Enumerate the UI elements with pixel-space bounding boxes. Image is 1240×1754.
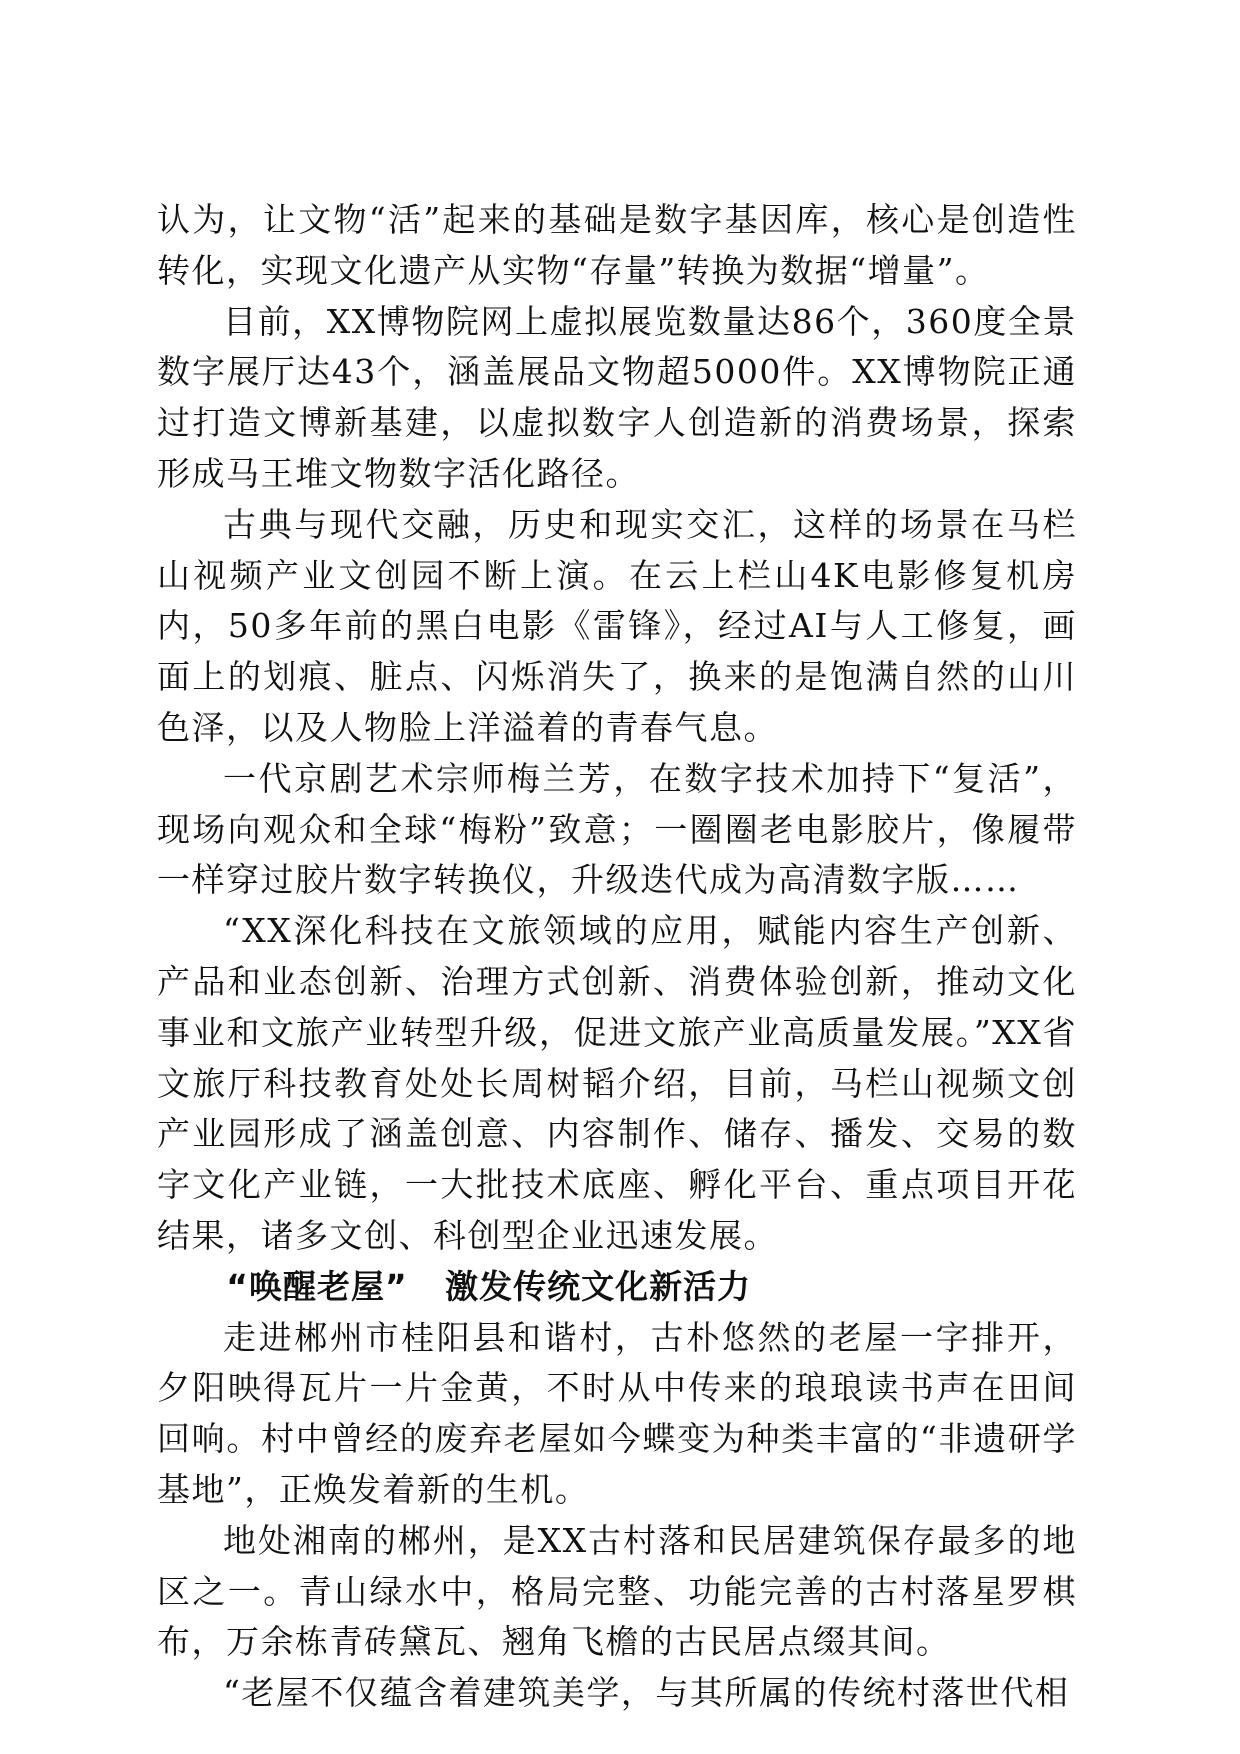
body-paragraph: 地处湘南的郴州，是XX古村落和民居建筑保存最多的地区之一。青山绿水中，格局完整、功能完善的古村落星罗棋布，万余栋青砖黛瓦、翘角飞檐的古民居点缀其间。 xyxy=(157,1520,1077,1662)
document-body xyxy=(157,195,1077,1719)
body-paragraph: “老屋不仅蕴含着建筑美学，与其所属的传统村落世代相 xyxy=(223,1673,1070,1713)
body-paragraph: 目前，XX博物院网上虚拟展览数量达86个，360度全景数字展厅达43个，涵盖展品文物超5000件。XX博物院正通过打造文博新基建，以虚拟数字人创造新的消费场景，探索形成马王堆文物数字活化路径。 xyxy=(157,301,1077,493)
section-heading: “唤醒老屋” 激发传统文化新活力 xyxy=(226,1266,752,1306)
body-paragraph: 走进郴州市桂阳县和谐村，古朴悠然的老屋一字排开，夕阳映得瓦片一片金黄，不时从中传来的琅琅读书声在田间回响。村中曾经的废弃老屋如今蝶变为种类丰富的“非遗研学基地”，正焕发着新的生机。 xyxy=(157,1317,1077,1509)
body-paragraph: 认为，让文物“活”起来的基础是数字基因库，核心是创造性转化，实现文化遗产从实物“存量”转换为数据“增量”。 xyxy=(157,200,1077,290)
body-paragraph: 古典与现代交融，历史和现实交汇，这样的场景在马栏山视频产业文创园不断上演。在云上栏山4K电影修复机房内，50多年前的黑白电影《雷锋》，经过AI与人工修复，画面上的划痕、脏点、闪烁消失了，换来的是饱满自然的山川色泽，以及人物脸上洋溢着的青春气息。 xyxy=(157,504,1077,747)
body-paragraph: 一代京剧艺术宗师梅兰芳，在数字技术加持下“复活”，现场向观众和全球“梅粉”致意；一圈圈老电影胶片，像履带一样穿过胶片数字转换仪，升级迭代成为高清数字版…… xyxy=(157,758,1077,900)
body-paragraph: “XX深化科技在文旅领域的应用，赋能内容生产创新、产品和业态创新、治理方式创新、消费体验创新，推动文化事业和文旅产业转型升级，促进文旅产业高质量发展。”XX省文旅厅科技教育处处长周树韬介绍，目前，马栏山视频文创产业园形成了涵盖创意、内容制作、储存、播发、交易的数字文化产业链，一大批技术底座、孵化平台、重点项目开花结果，诸多文创、科创型企业迅速发展。 xyxy=(157,911,1077,1255)
